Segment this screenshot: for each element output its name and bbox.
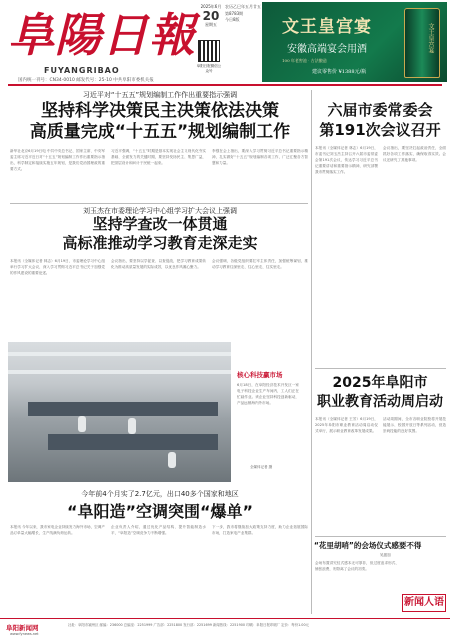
date-day: 20 bbox=[202, 9, 220, 23]
sec2-kicker: 刘玉杰在市委理论学习中心组学习扩大会议上强调 bbox=[83, 207, 237, 215]
photo-assembly-line bbox=[48, 434, 218, 450]
photo-caption-title: 核心科技赢市场 bbox=[237, 371, 283, 379]
issue-line: 第8783期 bbox=[225, 10, 244, 16]
column-divider bbox=[311, 90, 312, 614]
lead-headline[interactable] bbox=[10, 101, 310, 143]
lead-headline-line: 高质量完成“十五五”规划编制工作 bbox=[29, 122, 291, 142]
right-headline-line: 六届市委常委会 bbox=[327, 101, 433, 119]
right-headline[interactable] bbox=[314, 100, 446, 140]
footer-url[interactable]: www.fynews.net bbox=[10, 632, 39, 636]
photo-worker bbox=[128, 418, 136, 434]
ad-title: 文王皇宫宴 bbox=[282, 17, 372, 37]
sec2-body-col: 会议指出，要坚持以学促查、以查促改，把学习教育成果转化为推动高质量发展的实际成效，以优良作风凝心聚力。 bbox=[111, 259, 206, 269]
right2-body-col: 活动周期间，全市各职业院校将开展技能展示、校园开放日等系列活动，营造崇尚技能的良好氛围。 bbox=[383, 417, 446, 433]
photo-assembly-line bbox=[28, 402, 218, 416]
lead-body-col: 习近平强调，“十五五”时期是基本实现社会主义现代化夯实基础、全面发力的关键时期，要坚持发扬民主、集思广益，把顶层设计和问计于民统一起来。 bbox=[111, 149, 206, 165]
photo-beam bbox=[8, 352, 231, 356]
right2-headline-line: 职业教育活动周启动 bbox=[317, 394, 443, 410]
issue-line: 农历乙巳年五月廿五 bbox=[225, 4, 261, 9]
photo-worker bbox=[78, 416, 86, 432]
sec3-body-col: 本报讯 今年以来，我市家电企业持续发力海外市场，空调产品订单量大幅增长，生产线满负荷运转。 bbox=[10, 525, 105, 535]
factory-photo[interactable] bbox=[8, 342, 231, 482]
lead-body-col: 李强在会上指出，要深入学习贯彻习近平总书记重要指示精神，扎实做好“十五五”规划编制各项工作，广泛汇聚各方智慧和力量。 bbox=[212, 149, 308, 165]
liquor-advertisement[interactable] bbox=[262, 2, 447, 82]
lead-kicker: 习近平对“十五五”规划编制工作作出重要指示强调 bbox=[82, 91, 238, 99]
lead-headline-line: 坚持科学决策民主决策依法决策 bbox=[41, 101, 279, 121]
date-year: 2025年6月 bbox=[200, 4, 222, 9]
sec2-headline-line: 高标准推动学习教育走深走实 bbox=[62, 234, 258, 252]
right2-headline-line: 2025年阜阳市 bbox=[332, 375, 428, 391]
ad-price: 建议零售价 ¥1388元/瓶 bbox=[312, 69, 367, 75]
newspaper-masthead: 阜陽日報 bbox=[8, 8, 196, 62]
commentary-body: 会场布置讲究仪式感本无可厚非，但过度追求形式、铺张浪费，则背离了会议的初衷。 bbox=[315, 561, 399, 571]
sec3-kicker: 今年前4个月实了2.7亿元，出口40多个国家和地区 bbox=[81, 490, 239, 498]
ad-tagline: 100 年老窖池 · 古法酿造 bbox=[282, 58, 327, 63]
sec3-body-col: 企业负责人介绍，通过优化产品结构、提升智能制造水平，“阜阳造”空调竞争力不断增强。 bbox=[111, 525, 206, 535]
photo-caption-body: 6月18日，在阜阳经济技术开发区一家电子科技企业生产车间内，工人们正在忙碌作业。该企业坚持科技创新驱动，产品远销海内外市场。 bbox=[237, 383, 299, 405]
right-body-col: 本报讯（全媒体记者 林志）6月19日，市委书记刘玉杰主持召开六届市委常委会第191次会议，传达学习习近平总书记重要讲话和重要指示精神，研究部署我市贯彻落实工作。 bbox=[315, 146, 378, 174]
masthead-rule bbox=[8, 84, 442, 86]
photo-beam bbox=[8, 370, 231, 374]
right2-headline[interactable] bbox=[314, 374, 446, 412]
sec2-body-col: 会议强调，各级党组织要扛牢主体责任，加强统筹谋划，推动学习教育往深里走、往心里走、往实里走。 bbox=[212, 259, 308, 269]
photo-worker bbox=[168, 452, 176, 468]
issue-line: 今日8版 bbox=[225, 17, 240, 22]
lead-body-col: 新华社北京6月19日电 中共中央总书记、国家主席、中央军委主席习近平近日对“十五五”规划编制工作作出重要指示指出，科学制定和接续实施五年规划，是我们党治国理政的重要方式。 bbox=[10, 149, 105, 171]
divider bbox=[10, 203, 308, 204]
commentary-headline[interactable]: “花里胡哨”的会场仪式感要不得 bbox=[314, 541, 422, 550]
footer bbox=[0, 618, 450, 640]
footer-info: 社址：阜阳市颍州区 邮编：236000 总编室：2251999 广告部：2251800 发行部：2251699 新闻热线：2251900 印刷：阜阳日报印刷厂 定价：每份1.00元 bbox=[68, 623, 310, 627]
qr-code-icon[interactable] bbox=[198, 40, 220, 62]
right-headline-line: 第191次会议召开 bbox=[319, 121, 441, 139]
right-body-col: 会议指出，要坚决扛起政治责任，全面抓好各项工作落实，确保取得实效。会议还研究了其他事项。 bbox=[383, 146, 446, 162]
sec3-headline[interactable]: “阜阳造”空调突围“爆单” bbox=[66, 502, 254, 521]
column-logo: 新闻人语 bbox=[402, 594, 446, 612]
date-weekday: 星期五 bbox=[205, 22, 217, 27]
sec2-body-col: 本报讯（全媒体记者 林志）6月19日，市委理论学习中心组举行学习扩大会议，深入学习贯彻习近平总书记关于加强党的作风建设的重要论述。 bbox=[10, 259, 105, 275]
sec2-headline-line: 坚持学查改一体贯通 bbox=[92, 215, 228, 233]
right2-body-col: 本报讯（全媒体记者 王芳）6月19日，2025年阜阳市职业教育活动周启动仪式举行，展示职业教育改革发展成果。 bbox=[315, 417, 378, 433]
sec3-body-col: 下一步，我市将继续加大政策支持力度，助力企业拓展国际市场，打造家电产业集群。 bbox=[212, 525, 308, 535]
sec2-headline[interactable] bbox=[10, 215, 310, 253]
issue-info bbox=[225, 4, 261, 24]
masthead-pinyin: FUYANGRIBAO bbox=[44, 66, 120, 75]
ad-subtitle: 安徽高端宴会用酒 bbox=[287, 44, 367, 55]
bottle-label: 文王皇宫宴 bbox=[427, 23, 434, 53]
commentary-author: 吴振加 bbox=[380, 553, 391, 557]
divider bbox=[315, 368, 446, 369]
qr-label: 阜阳日报微信公众号 bbox=[196, 64, 222, 73]
divider bbox=[315, 536, 446, 537]
masthead-issn: 国内统一刊号：CN34-0010 邮发代号：25-10 中共阜阳市委机关报 bbox=[18, 78, 154, 83]
date-box bbox=[200, 4, 222, 38]
photo-credit: 全媒体记者 摄 bbox=[250, 465, 273, 469]
footer-site-name[interactable]: 阜阳新闻网 bbox=[6, 624, 39, 632]
bottle-image bbox=[404, 8, 440, 78]
